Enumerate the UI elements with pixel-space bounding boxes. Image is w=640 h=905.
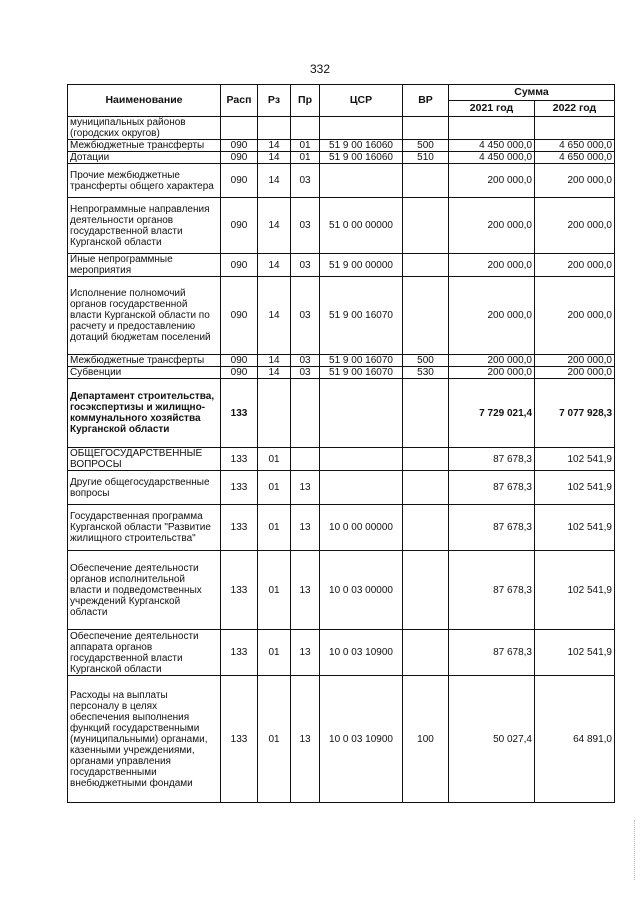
row-vr	[403, 277, 449, 355]
row-vr	[403, 198, 449, 254]
row-sum-2021: 87 678,3	[449, 471, 535, 505]
row-rasp	[221, 117, 258, 140]
row-csr: 10 0 03 10900	[320, 630, 403, 676]
page-number: 332	[309, 62, 331, 76]
table-row	[68, 140, 615, 152]
row-vr	[403, 379, 449, 448]
row-rz: 14	[258, 198, 291, 254]
header-pr: Пр	[291, 85, 320, 117]
row-csr	[320, 448, 403, 471]
header-2021: 2021 год	[449, 101, 535, 117]
row-pr: 13	[291, 505, 320, 551]
row-csr: 51 9 00 16070	[320, 367, 403, 379]
row-name: Исполнение полномочий органов государственной власти Курганской области по расчету и предоставлению дотаций бюджетам поселений	[68, 277, 221, 355]
row-csr: 10 0 00 00000	[320, 505, 403, 551]
row-sum-2021: 200 000,0	[449, 367, 535, 379]
row-vr	[403, 117, 449, 140]
row-rasp: 090	[221, 254, 258, 277]
row-rz: 14	[258, 152, 291, 164]
table-row	[68, 505, 615, 551]
row-pr: 13	[291, 676, 320, 803]
row-sum-2022: 200 000,0	[535, 367, 615, 379]
row-rasp: 133	[221, 471, 258, 505]
table-row	[68, 551, 615, 630]
row-sum-2022	[535, 117, 615, 140]
row-rz: 01	[258, 676, 291, 803]
row-sum-2021: 87 678,3	[449, 505, 535, 551]
row-sum-2021: 7 729 021,4	[449, 379, 535, 448]
row-sum-2021: 87 678,3	[449, 551, 535, 630]
row-csr: 10 0 03 10900	[320, 676, 403, 803]
row-sum-2022: 200 000,0	[535, 277, 615, 355]
row-sum-2022: 64 891,0	[535, 676, 615, 803]
row-csr	[320, 117, 403, 140]
row-sum-2022: 200 000,0	[535, 198, 615, 254]
row-pr: 03	[291, 355, 320, 367]
row-vr	[403, 448, 449, 471]
table-row	[68, 367, 615, 379]
row-rasp: 090	[221, 164, 258, 198]
row-rz	[258, 117, 291, 140]
row-pr: 03	[291, 277, 320, 355]
row-vr	[403, 551, 449, 630]
row-csr	[320, 471, 403, 505]
row-rasp: 133	[221, 505, 258, 551]
row-name: Межбюджетные трансферты	[68, 355, 221, 367]
row-sum-2021: 200 000,0	[449, 164, 535, 198]
row-pr	[291, 379, 320, 448]
row-csr	[320, 164, 403, 198]
table-body	[68, 117, 615, 803]
row-pr	[291, 117, 320, 140]
row-sum-2022: 102 541,9	[535, 630, 615, 676]
row-sum-2021: 50 027,4	[449, 676, 535, 803]
header-rz: Рз	[258, 85, 291, 117]
row-name: Непрограммные направления деятельности органов государственной власти Курганской области	[68, 198, 221, 254]
row-csr: 51 9 00 00000	[320, 254, 403, 277]
table-row	[68, 117, 615, 140]
scan-edge-marks	[634, 820, 637, 880]
table-row	[68, 471, 615, 505]
table-row	[68, 152, 615, 164]
row-name: Прочие межбюджетные трансферты общего характера	[68, 164, 221, 198]
row-csr: 10 0 03 00000	[320, 551, 403, 630]
row-vr: 510	[403, 152, 449, 164]
row-sum-2022: 200 000,0	[535, 355, 615, 367]
row-csr: 51 9 00 16060	[320, 140, 403, 152]
header-2022: 2022 год	[535, 101, 615, 117]
row-vr	[403, 254, 449, 277]
row-sum-2022: 102 541,9	[535, 551, 615, 630]
row-name: ОБЩЕГОСУДАРСТВЕННЫЕ ВОПРОСЫ	[68, 448, 221, 471]
row-sum-2022: 7 077 928,3	[535, 379, 615, 448]
row-rz: 14	[258, 277, 291, 355]
table-row	[68, 448, 615, 471]
row-rz: 01	[258, 471, 291, 505]
row-sum-2021: 87 678,3	[449, 630, 535, 676]
row-sum-2022: 4 650 000,0	[535, 140, 615, 152]
row-vr: 500	[403, 140, 449, 152]
row-sum-2022: 4 650 000,0	[535, 152, 615, 164]
row-rasp: 090	[221, 140, 258, 152]
row-sum-2022: 200 000,0	[535, 164, 615, 198]
row-sum-2022: 102 541,9	[535, 448, 615, 471]
row-vr: 100	[403, 676, 449, 803]
row-vr	[403, 505, 449, 551]
row-rz: 01	[258, 448, 291, 471]
row-sum-2021: 200 000,0	[449, 277, 535, 355]
row-name: Другие общегосударственные вопросы	[68, 471, 221, 505]
row-name: Департамент строительства, госэкспертизы и жилищно-коммунального хозяйства Курганской области	[68, 379, 221, 448]
header-name: Наименование	[68, 85, 221, 117]
row-rasp: 090	[221, 367, 258, 379]
row-name: Субвенции	[68, 367, 221, 379]
row-pr: 01	[291, 152, 320, 164]
table-row	[68, 355, 615, 367]
row-rasp: 133	[221, 448, 258, 471]
row-sum-2021: 200 000,0	[449, 198, 535, 254]
row-vr	[403, 630, 449, 676]
row-vr	[403, 471, 449, 505]
row-rasp: 090	[221, 355, 258, 367]
table-row	[68, 630, 615, 676]
row-sum-2021: 4 450 000,0	[449, 152, 535, 164]
table-row	[68, 277, 615, 355]
row-rz: 14	[258, 254, 291, 277]
row-rz: 01	[258, 551, 291, 630]
row-rz	[258, 379, 291, 448]
row-sum-2022: 200 000,0	[535, 254, 615, 277]
row-pr: 03	[291, 254, 320, 277]
header-sum: Сумма	[449, 85, 615, 101]
row-sum-2021	[449, 117, 535, 140]
row-name: Обеспечение деятельности органов исполнительной власти и подведомственных учреждений Курганской области	[68, 551, 221, 630]
row-csr: 51 9 00 16070	[320, 277, 403, 355]
row-pr: 03	[291, 164, 320, 198]
row-sum-2022: 102 541,9	[535, 505, 615, 551]
row-name: муниципальных районов (городских округов)	[68, 117, 221, 140]
row-csr: 51 9 00 16070	[320, 355, 403, 367]
row-csr: 51 9 00 16060	[320, 152, 403, 164]
row-rz: 14	[258, 140, 291, 152]
table-row	[68, 164, 615, 198]
row-rz: 14	[258, 367, 291, 379]
row-name: Дотации	[68, 152, 221, 164]
row-vr	[403, 164, 449, 198]
row-name: Расходы на выплаты персоналу в целях обеспечения выполнения функций государственными (муниципальными) органами, казенными учреждениями, органами управления государственными внебюджетными фондами	[68, 676, 221, 803]
row-pr	[291, 448, 320, 471]
row-csr: 51 0 00 00000	[320, 198, 403, 254]
row-pr: 03	[291, 367, 320, 379]
row-sum-2022: 102 541,9	[535, 471, 615, 505]
header-rasp: Расп	[221, 85, 258, 117]
row-rasp: 090	[221, 198, 258, 254]
row-rasp: 133	[221, 551, 258, 630]
row-pr: 13	[291, 630, 320, 676]
table-row	[68, 254, 615, 277]
row-rasp: 090	[221, 277, 258, 355]
row-rz: 01	[258, 505, 291, 551]
row-sum-2021: 200 000,0	[449, 254, 535, 277]
row-rz: 14	[258, 164, 291, 198]
row-vr: 530	[403, 367, 449, 379]
row-sum-2021: 87 678,3	[449, 448, 535, 471]
header-csr: ЦСР	[320, 85, 403, 117]
row-pr: 13	[291, 471, 320, 505]
row-rasp: 133	[221, 630, 258, 676]
row-pr: 01	[291, 140, 320, 152]
row-csr	[320, 379, 403, 448]
row-pr: 03	[291, 198, 320, 254]
table-row	[68, 198, 615, 254]
row-name: Межбюджетные трансферты	[68, 140, 221, 152]
table-row	[68, 676, 615, 803]
row-sum-2021: 200 000,0	[449, 355, 535, 367]
row-pr: 13	[291, 551, 320, 630]
row-name: Обеспечение деятельности аппарата органов государственной власти Курганской области	[68, 630, 221, 676]
row-vr: 500	[403, 355, 449, 367]
row-name: Государственная программа Курганской области "Развитие жилищного строительства"	[68, 505, 221, 551]
row-sum-2021: 4 450 000,0	[449, 140, 535, 152]
row-rasp: 133	[221, 379, 258, 448]
row-rasp: 133	[221, 676, 258, 803]
row-rz: 14	[258, 355, 291, 367]
table-row	[68, 379, 615, 448]
budget-table	[67, 84, 615, 803]
row-name: Иные непрограммные мероприятия	[68, 254, 221, 277]
header-vr: ВР	[403, 85, 449, 117]
row-rz: 01	[258, 630, 291, 676]
row-rasp: 090	[221, 152, 258, 164]
